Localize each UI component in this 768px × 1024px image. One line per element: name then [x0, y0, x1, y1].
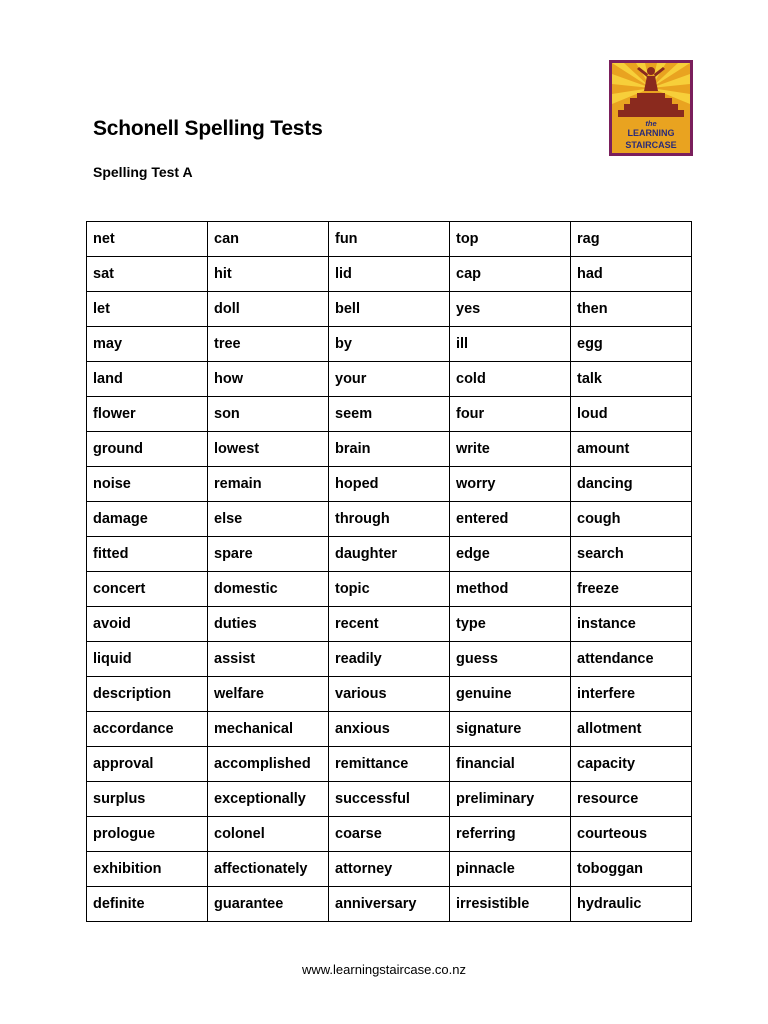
spelling-word-cell: four — [450, 397, 571, 432]
spelling-word-cell: ground — [87, 432, 208, 467]
spelling-word-cell: approval — [87, 747, 208, 782]
table-row — [87, 642, 692, 677]
table-row — [87, 887, 692, 922]
spelling-word-cell: seem — [329, 397, 450, 432]
spelling-word-cell: top — [450, 222, 571, 257]
page-title: Schonell Spelling Tests — [93, 117, 323, 140]
table-row — [87, 327, 692, 362]
spelling-word-cell: toboggan — [571, 852, 692, 887]
spelling-word-cell: damage — [87, 502, 208, 537]
spelling-word-cell: prologue — [87, 817, 208, 852]
spelling-word-cell: through — [329, 502, 450, 537]
spelling-word-cell: interfere — [571, 677, 692, 712]
spelling-word-cell: courteous — [571, 817, 692, 852]
spelling-word-cell: brain — [329, 432, 450, 467]
spelling-word-cell: successful — [329, 782, 450, 817]
spelling-word-cell: fitted — [87, 537, 208, 572]
spelling-word-cell: preliminary — [450, 782, 571, 817]
table-row — [87, 222, 692, 257]
spelling-word-cell: cold — [450, 362, 571, 397]
logo-text-learning: LEARNING — [627, 128, 675, 138]
spelling-word-cell: lid — [329, 257, 450, 292]
table-row — [87, 397, 692, 432]
spelling-word-cell: then — [571, 292, 692, 327]
logo-text-staircase: STAIRCASE — [625, 140, 677, 150]
spelling-word-cell: assist — [208, 642, 329, 677]
spelling-word-cell: irresistible — [450, 887, 571, 922]
spelling-word-cell: can — [208, 222, 329, 257]
table-row — [87, 362, 692, 397]
spelling-word-cell: recent — [329, 607, 450, 642]
spelling-word-cell: affectionately — [208, 852, 329, 887]
table-row — [87, 712, 692, 747]
spelling-word-cell: freeze — [571, 572, 692, 607]
spelling-word-cell: entered — [450, 502, 571, 537]
spelling-word-cell: attorney — [329, 852, 450, 887]
spelling-word-cell: doll — [208, 292, 329, 327]
spelling-word-cell: search — [571, 537, 692, 572]
spelling-word-cell: exhibition — [87, 852, 208, 887]
spelling-word-cell: various — [329, 677, 450, 712]
spelling-word-cell: guess — [450, 642, 571, 677]
spelling-word-cell: net — [87, 222, 208, 257]
spelling-word-cell: rag — [571, 222, 692, 257]
spelling-word-cell: liquid — [87, 642, 208, 677]
table-row — [87, 817, 692, 852]
spelling-word-cell: by — [329, 327, 450, 362]
spelling-word-cell: description — [87, 677, 208, 712]
spelling-word-cell: remittance — [329, 747, 450, 782]
spelling-word-cell: tree — [208, 327, 329, 362]
spelling-words-table — [86, 221, 692, 922]
test-subtitle: Spelling Test A — [93, 164, 193, 180]
spelling-word-cell: accordance — [87, 712, 208, 747]
spelling-words-body — [87, 222, 692, 922]
spelling-word-cell: pinnacle — [450, 852, 571, 887]
table-row — [87, 432, 692, 467]
spelling-word-cell: bell — [329, 292, 450, 327]
spelling-word-cell: genuine — [450, 677, 571, 712]
spelling-word-cell: method — [450, 572, 571, 607]
spelling-word-cell: cap — [450, 257, 571, 292]
spelling-word-cell: exceptionally — [208, 782, 329, 817]
spelling-word-cell: accomplished — [208, 747, 329, 782]
learning-staircase-logo — [609, 60, 693, 156]
spelling-word-cell: daughter — [329, 537, 450, 572]
footer-website-url: www.learningstaircase.co.nz — [301, 962, 467, 977]
spelling-word-cell: type — [450, 607, 571, 642]
spelling-word-cell: spare — [208, 537, 329, 572]
table-row — [87, 502, 692, 537]
spelling-word-cell: sat — [87, 257, 208, 292]
spelling-word-cell: may — [87, 327, 208, 362]
spelling-word-cell: attendance — [571, 642, 692, 677]
table-row — [87, 607, 692, 642]
spelling-word-cell: lowest — [208, 432, 329, 467]
spelling-word-cell: remain — [208, 467, 329, 502]
table-row — [87, 572, 692, 607]
spelling-word-cell: financial — [450, 747, 571, 782]
spelling-word-cell: instance — [571, 607, 692, 642]
spelling-word-cell: worry — [450, 467, 571, 502]
spelling-word-cell: had — [571, 257, 692, 292]
spelling-word-cell: cough — [571, 502, 692, 537]
table-row — [87, 537, 692, 572]
spelling-word-cell: anxious — [329, 712, 450, 747]
table-row — [87, 677, 692, 712]
spelling-word-cell: topic — [329, 572, 450, 607]
spelling-word-cell: definite — [87, 887, 208, 922]
spelling-word-cell: coarse — [329, 817, 450, 852]
spelling-word-cell: referring — [450, 817, 571, 852]
spelling-word-cell: capacity — [571, 747, 692, 782]
spelling-word-cell: colonel — [208, 817, 329, 852]
table-row — [87, 747, 692, 782]
spelling-word-cell: edge — [450, 537, 571, 572]
spelling-word-cell: land — [87, 362, 208, 397]
spelling-word-cell: resource — [571, 782, 692, 817]
spelling-word-cell: guarantee — [208, 887, 329, 922]
spelling-word-cell: avoid — [87, 607, 208, 642]
spelling-word-cell: talk — [571, 362, 692, 397]
table-row — [87, 257, 692, 292]
spelling-word-cell: surplus — [87, 782, 208, 817]
spelling-word-cell: yes — [450, 292, 571, 327]
spelling-word-cell: ill — [450, 327, 571, 362]
spelling-word-cell: fun — [329, 222, 450, 257]
spelling-word-cell: flower — [87, 397, 208, 432]
spelling-word-cell: dancing — [571, 467, 692, 502]
spelling-word-cell: how — [208, 362, 329, 397]
table-row — [87, 292, 692, 327]
spelling-word-cell: egg — [571, 327, 692, 362]
spelling-word-cell: allotment — [571, 712, 692, 747]
spelling-word-cell: noise — [87, 467, 208, 502]
spelling-word-cell: amount — [571, 432, 692, 467]
table-row — [87, 467, 692, 502]
spelling-word-cell: signature — [450, 712, 571, 747]
table-row — [87, 782, 692, 817]
spelling-word-cell: welfare — [208, 677, 329, 712]
spelling-word-cell: mechanical — [208, 712, 329, 747]
spelling-word-cell: duties — [208, 607, 329, 642]
spelling-word-cell: son — [208, 397, 329, 432]
spelling-word-cell: else — [208, 502, 329, 537]
table-row — [87, 852, 692, 887]
spelling-word-cell: anniversary — [329, 887, 450, 922]
spelling-word-cell: readily — [329, 642, 450, 677]
spelling-word-cell: hydraulic — [571, 887, 692, 922]
logo-text-the: the — [645, 119, 657, 128]
spelling-word-cell: hoped — [329, 467, 450, 502]
spelling-word-cell: loud — [571, 397, 692, 432]
spelling-word-cell: let — [87, 292, 208, 327]
spelling-word-cell: hit — [208, 257, 329, 292]
spelling-word-cell: write — [450, 432, 571, 467]
spelling-word-cell: your — [329, 362, 450, 397]
spelling-word-cell: concert — [87, 572, 208, 607]
spelling-word-cell: domestic — [208, 572, 329, 607]
